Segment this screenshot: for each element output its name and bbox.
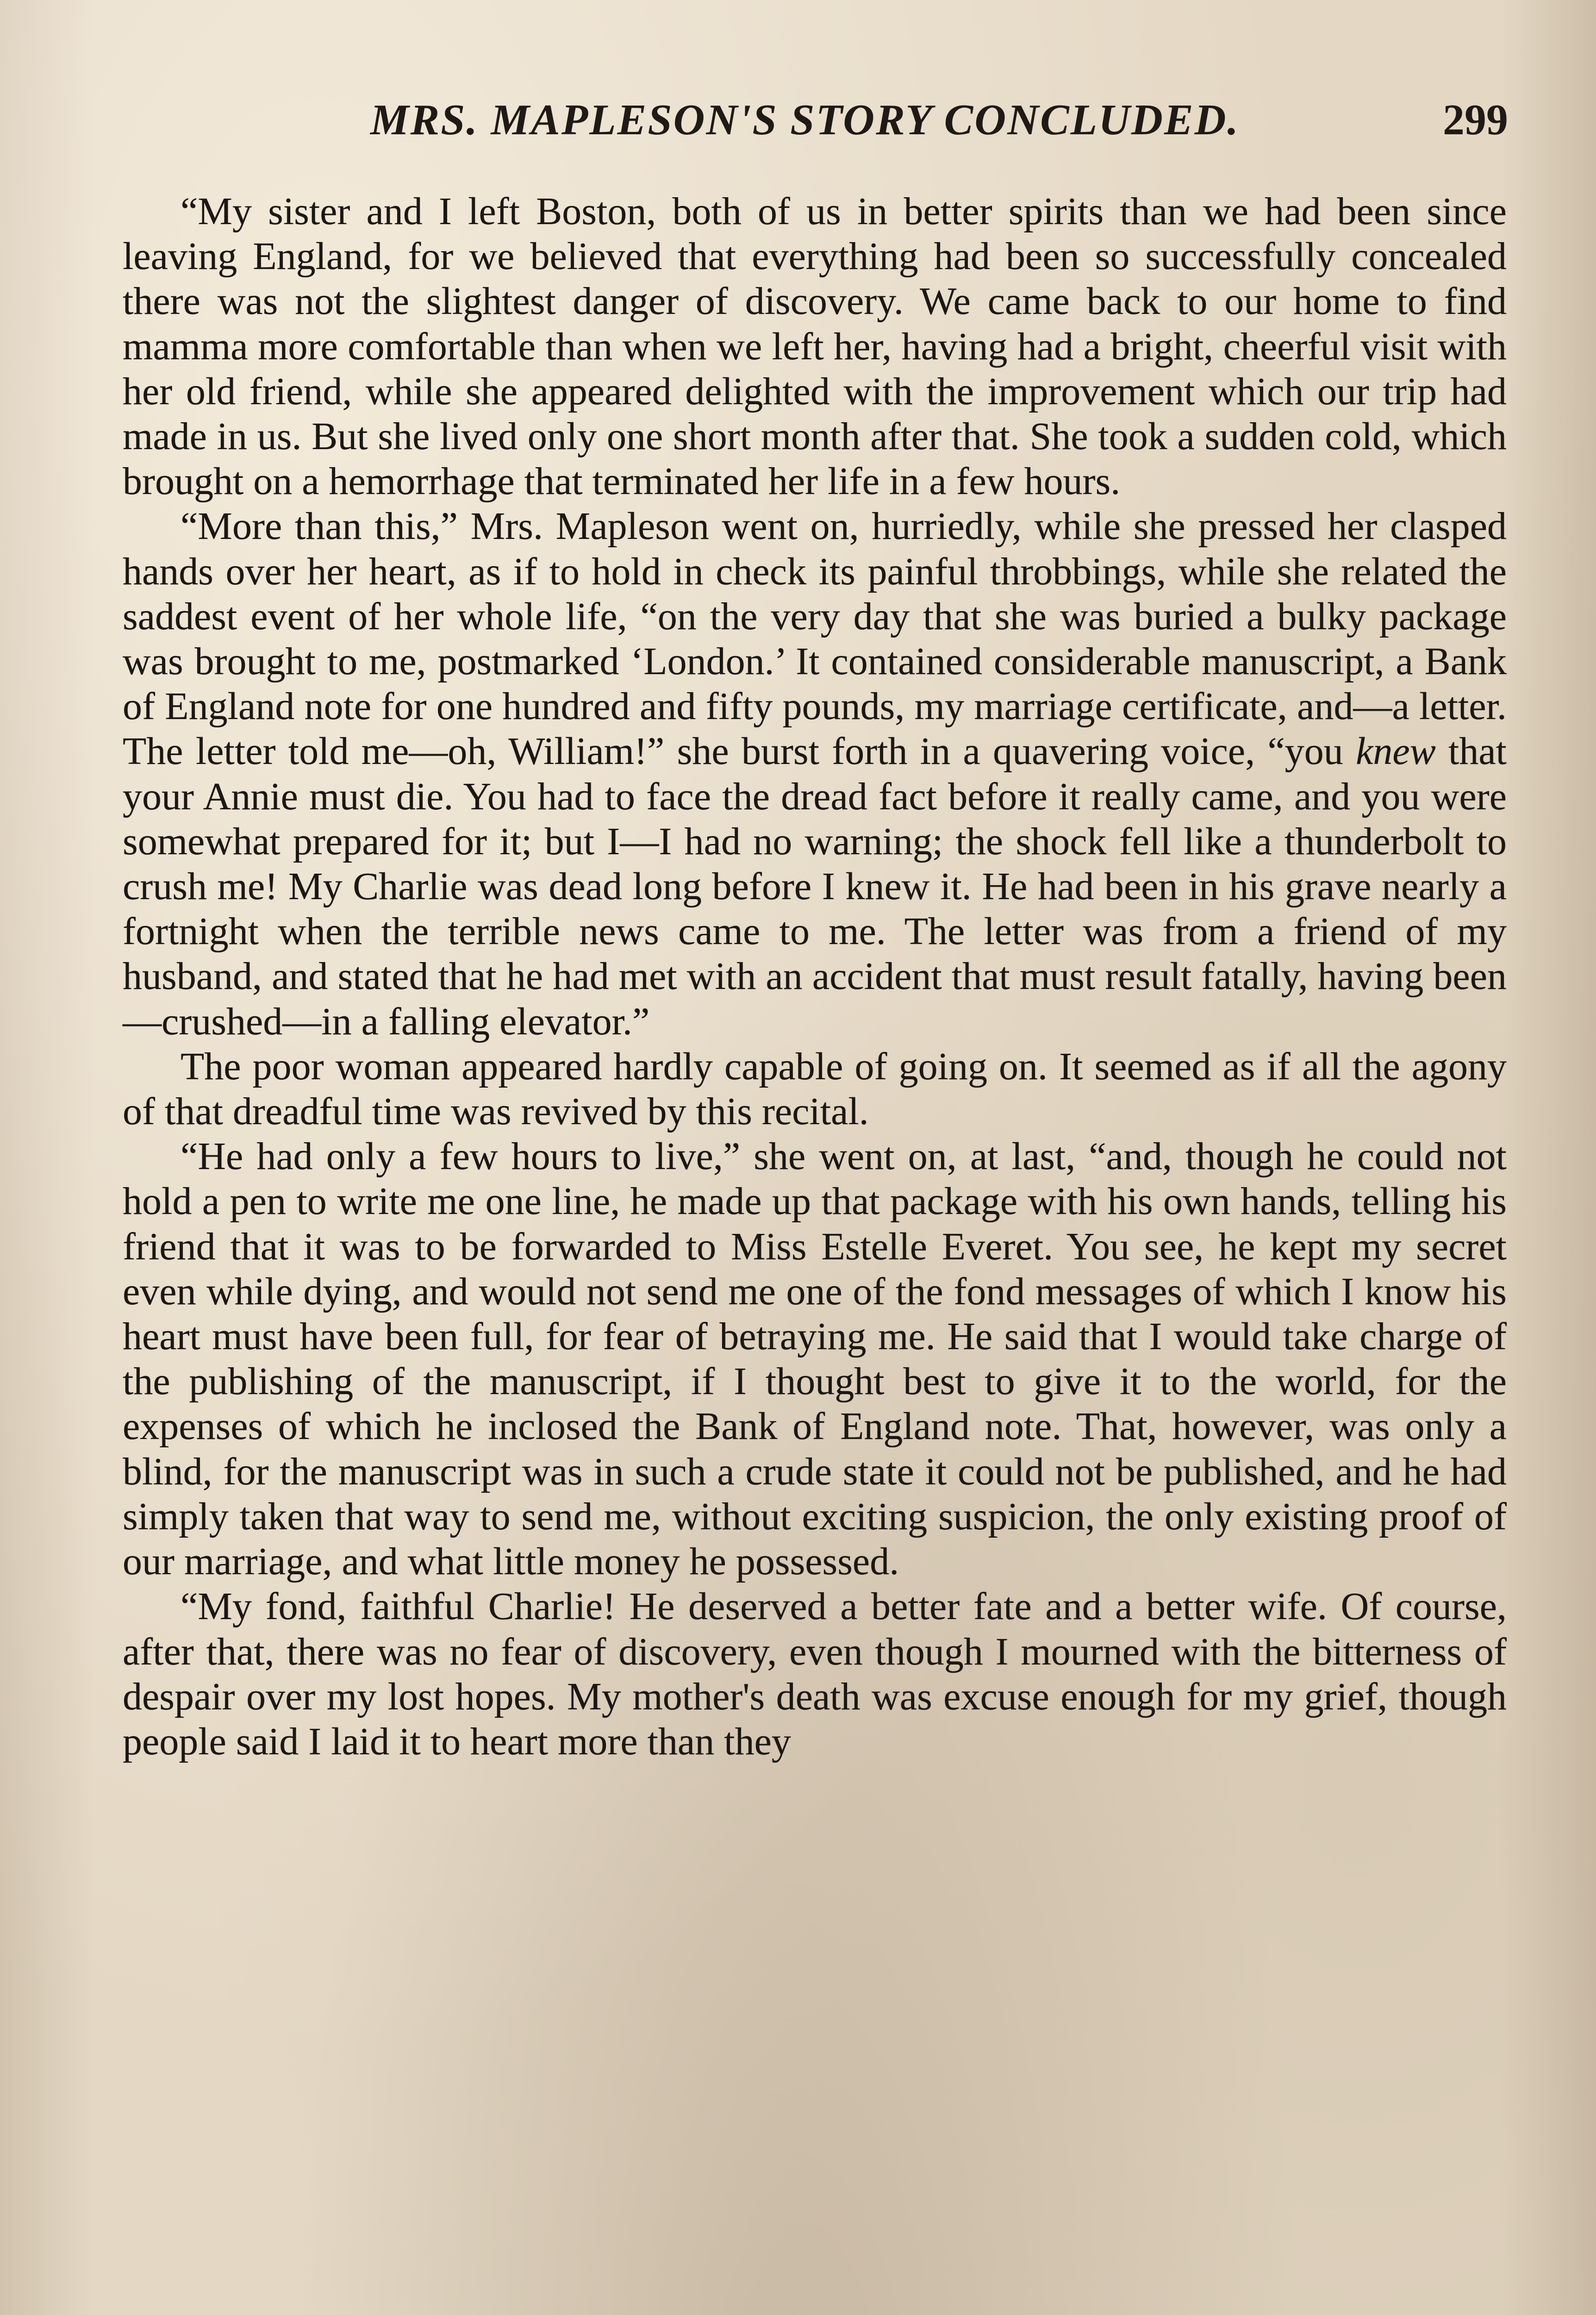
paragraph: “He had only a few hours to live,” she went on, at last, “and, though he could not hold a pen to write me one line, he made up that package with his own hands, telling his friend that it was to be forwarded to Miss Estelle Everet. You see, he kept my secret even while dying, and would not send me one of the fond messages of which I know his heart must have been full, for fear of betraying me. He said that I would take charge of the publishing of the manuscript, if I thought best to give it to the world, for the expenses of which he inclosed the Bank of England note. That, however, was only a blind, for the manuscript was in such a crude state it could not be published, and he had simply taken that way to send me, without exciting suspicion, the only existing proof of our marriage, and what little money he possessed. bbox=[123, 1135, 1507, 1583]
paragraph: The poor woman appeared hardly capable of going on. It seemed as if all the agony of that dreadful time was revived by this recital. bbox=[123, 1045, 1507, 1133]
emphasized-word: knew bbox=[1356, 730, 1436, 773]
paragraph-text: that your Annie must die. You had to face the dread fact before it really came, and you were somewhat prepared for it; but I—I had no warning; the shock fell like a thunderbolt to crush me! My Charlie was dead long before I knew it. He had been in his grave nearly a fortnight when the terrible news came to me. The letter was from a friend of my husband, and stated that he had met with an accident that must result fatally, having been—crushed—in a falling elevator.” bbox=[123, 730, 1507, 1043]
running-head: MRS. MAPLESON'S STORY CONCLUDED. bbox=[370, 96, 1240, 144]
paragraph-text: “More than this,” Mrs. Mapleson went on, hurriedly, while she pressed her clasped hands over her heart, as if to hold in check its painful throbbings, while she related the saddest event of her whole life, “on the very day that she was buried a bulky package was brought to me, postmarked ‘London.’ It contained considerable manuscript, a Bank of England note for one hundred and fifty pounds, my marriage certificate, and—a letter. The letter told me—oh, William!” she burst forth in a quavering voice, “you bbox=[123, 505, 1507, 773]
paragraph bbox=[123, 504, 1507, 1044]
page-header bbox=[139, 95, 1508, 155]
page-number: 299 bbox=[1443, 96, 1508, 144]
paragraph: “My fond, faithful Charlie! He deserved a better fate and a better wife. Of course, after that, there was no fear of discovery, even though I mourned with the bitterness of despair over my lost hopes. My mother's death was excuse enough for my grief, though people said I laid it to heart more than they bbox=[123, 1585, 1507, 1763]
text-body bbox=[123, 189, 1507, 1764]
paragraph: “My sister and I left Boston, both of us in better spirits than we had been since leaving England, for we believed that everything had been so successfully concealed there was not the slightest danger of discovery. We came back to our home to find mamma more comfortable than when we left her, having had a bright, cheerful visit with her old friend, while she appeared delighted with the improvement which our trip had made in us. But she lived only one short month after that. She took a sudden cold, which brought on a hemorrhage that terminated her life in a few hours. bbox=[123, 190, 1507, 503]
